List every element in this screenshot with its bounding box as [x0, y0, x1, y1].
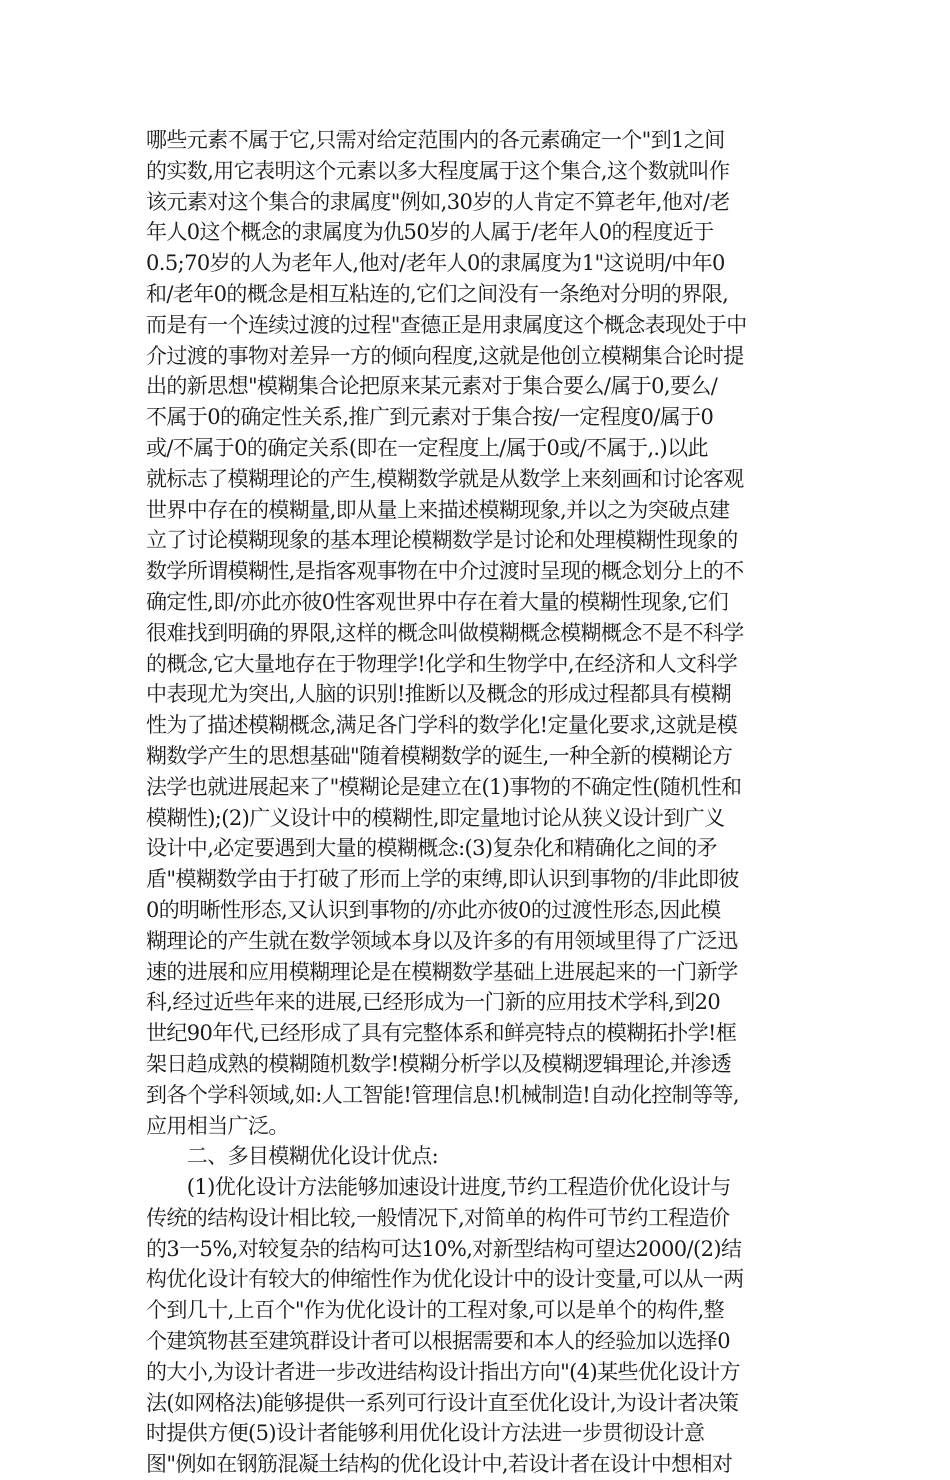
- text-line: 应用相当广泛。: [146, 1113, 289, 1138]
- text-line: 立了讨论模糊现象的基本理论模糊数学是讨论和处理模糊性现象的: [146, 528, 738, 553]
- text-line: 图"例如在钢筋混凝土结构的优化设计中,若设计者在设计中想相对: [146, 1452, 733, 1477]
- text-line: 法(如网格法)能够提供一系列可行设计直至优化设计,为设计者决策: [146, 1390, 739, 1415]
- text-line: 架日趋成熟的模糊随机数学!模糊分析学以及模糊逻辑理论,并渗透: [146, 1051, 732, 1076]
- text-line: 的实数,用它表明这个元素以多大程度属于这个集合,这个数就叫作: [146, 158, 730, 183]
- text-line: 出的新思想"模糊集合论把原来某元素对于集合要么/属于0,要么/: [146, 374, 718, 399]
- text-line: 科,经过近些年来的进展,已经形成为一门新的应用技术学科,到20: [146, 990, 721, 1015]
- text-line: 世纪90年代,已经形成了具有完整体系和鲜亮特点的模糊拓扑学!框: [146, 1021, 737, 1046]
- text-line: 很难找到明确的界限,这样的概念叫做模糊概念模糊概念不是不科学: [146, 620, 744, 645]
- text-line: 糊理论的产生就在数学领域本身以及许多的有用领域里得了广泛迅: [146, 928, 738, 953]
- text-line: 个建筑物甚至建筑群设计者可以根据需要和本人的经验加以选择0: [146, 1329, 730, 1354]
- text-line: 就标志了模糊理论的产生,模糊数学就是从数学上来刻画和讨论客观: [146, 466, 744, 491]
- text-line: 0.5;70岁的人为老年人,他对/老年人0的隶属度为1"这说明/中年0: [146, 251, 725, 276]
- text-line: 性为了描述模糊概念,满足各门学科的数学化!定量化要求,这就是模: [146, 713, 738, 738]
- text-line: 哪些元素不属于它,只需对给定范围内的各元素确定一个"到1之间: [146, 128, 725, 152]
- text-line: 构优化设计有较大的伸缩性作为优化设计中的设计变量,可以从一两: [146, 1267, 744, 1292]
- text-line: 和/老年0的概念是相互粘连的,它们之间没有一条绝对分明的界限,: [146, 281, 729, 306]
- text-line: 盾"模糊数学由于打破了形而上学的束缚,即认识到事物的/非此即彼: [146, 867, 739, 892]
- text-line: 到各个学科领域,如:人工智能!管理信息!机械制造!自动化控制等等,: [146, 1082, 739, 1107]
- text-line: 年人0这个概念的隶属度为仇50岁的人属于/老年人0的程度近于: [146, 220, 714, 245]
- text-line: 而是有一个连续过渡的过程"查德正是用隶属度这个概念表现处于中: [146, 312, 747, 337]
- text-line: 数学所谓模糊性,是指客观事物在中介过渡时呈现的概念划分上的不: [146, 559, 744, 584]
- text-line: 该元素对这个集合的隶属度"例如,30岁的人肯定不算老年,他对/老: [146, 189, 730, 214]
- text-line: 法学也就进展起来了"模糊论是建立在(1)事物的不确定性(随机性和: [146, 774, 742, 799]
- text-line: 传统的结构设计相比较,一般情况下,对简单的构件可节约工程造价: [146, 1205, 730, 1230]
- text-line: 速的进展和应用模糊理论是在模糊数学基础上进展起来的一门新学: [146, 959, 738, 984]
- body-text: [146, 125, 806, 1480]
- text-line: 个到几十,上百个"作为优化设计的工程对象,可以是单个的构件,整: [146, 1298, 725, 1323]
- text-line: 设计中,必定要遇到大量的模糊概念:(3)复杂化和精确化之间的矛: [146, 836, 717, 861]
- text-line: 的概念,它大量地存在于物理学!化学和生物学中,在经济和人文科学: [146, 651, 738, 676]
- text-line: 0的明晰性形态,又认识到事物的/亦此亦彼0的过渡性形态,因此模: [146, 897, 721, 922]
- section-heading: 二、多目模糊优化设计优点:: [146, 1144, 439, 1169]
- text-line: 不属于0的确定性关系,推广到元素对于集合按/一定程度0/属于0: [146, 405, 714, 430]
- text-line: 的大小,为设计者进一步改进结构设计指出方向"(4)某些优化设计方: [146, 1359, 740, 1384]
- text-line: 模糊性);(2)广义设计中的模糊性,即定量地讨论从狭义设计到广义: [146, 805, 725, 830]
- text-line: 或/不属于0的确定关系(即在一定程度上/属于0或/不属于,.)以此: [146, 435, 708, 460]
- text-line: (1)优化设计方法能够加速设计进度,节约工程造价优化设计与: [146, 1175, 731, 1200]
- text-line: 的3一5%,对较复杂的结构可达10%,对新型结构可望达2000/(2)结: [146, 1236, 742, 1261]
- text-line: 介过渡的事物对差异一方的倾向程度,这就是他创立模糊集合论时提: [146, 343, 744, 368]
- text-line: 糊数学产生的思想基础"随着模糊数学的诞生,一种全新的模糊论方: [146, 743, 733, 768]
- text-line: 确定性,即/亦此亦彼0性客观世界中存在着大量的模糊性现象,它们: [146, 589, 729, 614]
- text-line: 时提供方便(5)设计者能够利用优化设计方法进一步贯彻设计意: [146, 1421, 705, 1446]
- text-line: 世界中存在的模糊量,即从量上来描述模糊现象,并以之为突破点建: [146, 497, 730, 522]
- text-line: 中表现尤为突出,人脑的识别!推断以及概念的形成过程都具有模糊: [146, 682, 732, 707]
